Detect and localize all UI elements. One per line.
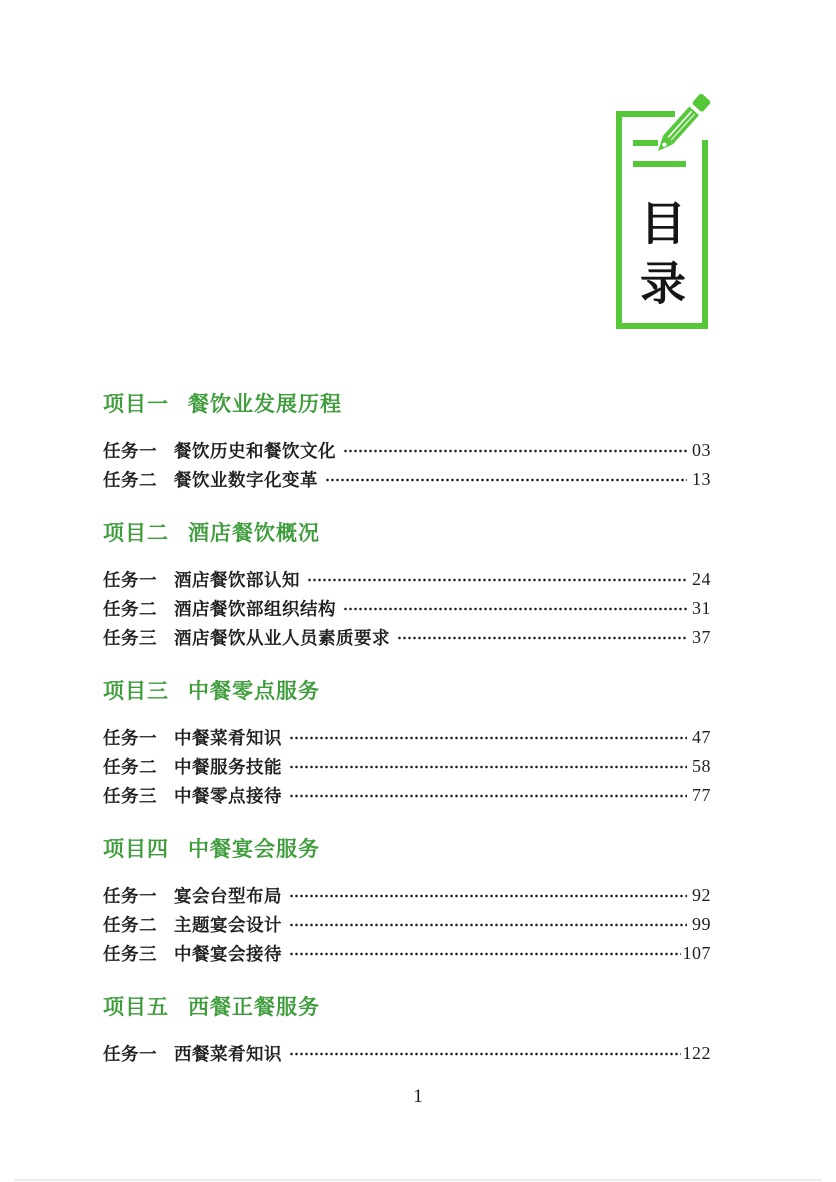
toc-entry — [103, 910, 711, 939]
entry-title: 中餐服务技能 — [174, 757, 282, 777]
dot-leader — [289, 922, 687, 928]
dot-leader — [307, 577, 687, 583]
entry-title: 宴会台型布局 — [174, 886, 282, 906]
section-heading — [103, 522, 711, 544]
entry-page-number: 13 — [692, 469, 711, 489]
entry-label: 任务一 — [103, 886, 157, 906]
toc-entry — [103, 1039, 711, 1068]
toc-section-4 — [103, 838, 711, 968]
page-number: 1 — [413, 1086, 423, 1107]
entry-page-number: 24 — [692, 569, 711, 589]
section-heading — [103, 996, 711, 1018]
entry-title: 餐饮历史和餐饮文化 — [174, 441, 336, 461]
toc-entry — [103, 594, 711, 623]
entry-title: 中餐宴会接待 — [174, 944, 282, 964]
section-label: 项目四 — [103, 837, 169, 861]
badge-title-char-2: 录 — [640, 258, 686, 310]
toc-entry — [103, 465, 711, 494]
section-label: 项目一 — [103, 392, 169, 416]
entry-title: 餐饮业数字化变革 — [174, 470, 318, 490]
toc-badge — [610, 90, 732, 342]
badge-title-char-1: 目 — [640, 198, 686, 250]
section-heading — [103, 393, 711, 415]
dot-leader — [289, 1051, 681, 1057]
dot-leader — [397, 635, 687, 641]
toc-entry — [103, 565, 711, 594]
section-label: 项目三 — [103, 679, 169, 703]
pencil-notebook-icon — [610, 90, 732, 342]
section-title: 西餐正餐服务 — [188, 995, 320, 1019]
entry-title: 酒店餐饮从业人员素质要求 — [174, 628, 390, 648]
entry-page-number: 58 — [692, 756, 711, 776]
dot-leader — [289, 893, 687, 899]
toc-section-1 — [103, 393, 711, 494]
section-title: 酒店餐饮概况 — [188, 521, 320, 545]
toc-section-3 — [103, 680, 711, 810]
toc-entry — [103, 436, 711, 465]
entry-page-number: 31 — [692, 598, 711, 618]
section-label: 项目五 — [103, 995, 169, 1019]
entry-page-number: 92 — [692, 885, 711, 905]
entry-page-number: 03 — [692, 440, 711, 460]
toc-entry — [103, 881, 711, 910]
entry-label: 任务三 — [103, 786, 157, 806]
entry-page-number: 99 — [692, 914, 711, 934]
entry-label: 任务三 — [103, 628, 157, 648]
dot-leader — [289, 793, 687, 799]
entry-title: 中餐菜肴知识 — [174, 728, 282, 748]
entry-label: 任务二 — [103, 470, 157, 490]
entry-title: 主题宴会设计 — [174, 915, 282, 935]
entry-title: 酒店餐饮部认知 — [174, 570, 300, 590]
section-title: 中餐宴会服务 — [188, 837, 320, 861]
entry-label: 任务二 — [103, 757, 157, 777]
section-label: 项目二 — [103, 521, 169, 545]
entry-page-number: 107 — [682, 943, 711, 963]
toc-entry — [103, 939, 711, 968]
entry-label: 任务一 — [103, 1044, 157, 1064]
entry-label: 任务一 — [103, 441, 157, 461]
entry-label: 任务三 — [103, 944, 157, 964]
section-title: 中餐零点服务 — [188, 679, 320, 703]
entry-page-number: 47 — [692, 727, 711, 747]
entry-title: 中餐零点接待 — [174, 786, 282, 806]
dot-leader — [343, 606, 687, 612]
table-of-contents — [103, 393, 711, 1096]
toc-entry — [103, 781, 711, 810]
section-title: 餐饮业发展历程 — [188, 392, 342, 416]
toc-section-2 — [103, 522, 711, 652]
dot-leader — [343, 448, 687, 454]
dot-leader — [289, 951, 681, 957]
toc-entry — [103, 752, 711, 781]
entry-page-number: 37 — [692, 627, 711, 647]
dot-leader — [289, 764, 687, 770]
entry-label: 任务一 — [103, 570, 157, 590]
entry-label: 任务一 — [103, 728, 157, 748]
entry-page-number: 77 — [692, 785, 711, 805]
dot-leader — [289, 735, 687, 741]
entry-page-number: 122 — [682, 1043, 711, 1063]
dot-leader — [325, 477, 687, 483]
entry-label: 任务二 — [103, 599, 157, 619]
entry-title: 酒店餐饮部组织结构 — [174, 599, 336, 619]
toc-entry — [103, 723, 711, 752]
section-heading — [103, 838, 711, 860]
section-heading — [103, 680, 711, 702]
scan-edge-artifact — [14, 1179, 822, 1181]
toc-section-5 — [103, 996, 711, 1068]
toc-entry — [103, 623, 711, 652]
entry-title: 西餐菜肴知识 — [174, 1044, 282, 1064]
entry-label: 任务二 — [103, 915, 157, 935]
